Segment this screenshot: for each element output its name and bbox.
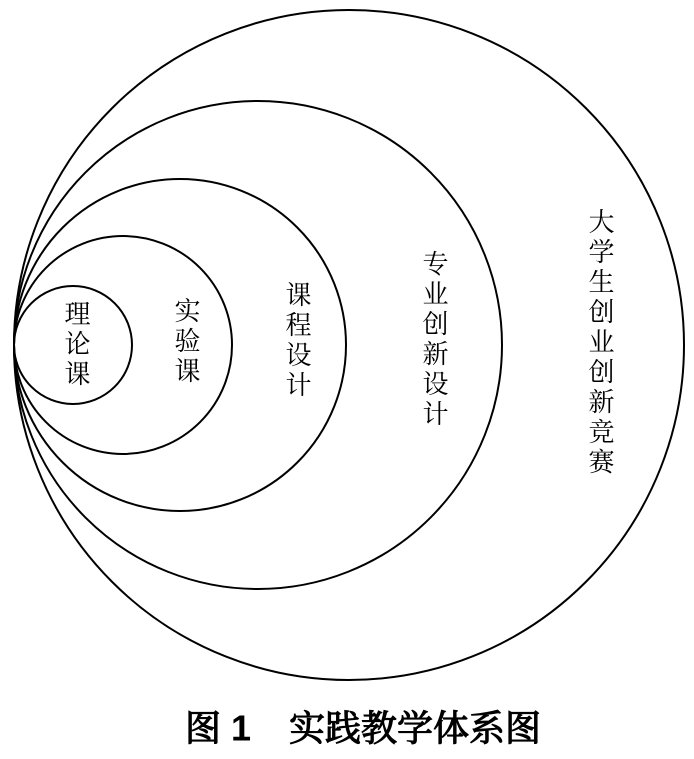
label-theory-course: 理论课 [61,300,90,390]
label-student-entrepreneurship-innovation-competition: 大学生创业创新竞赛 [585,208,614,478]
label-course-design: 课程设计 [282,281,311,401]
label-professional-innovation-design: 专业创新设计 [419,250,448,430]
label-experiment-course: 实验课 [171,297,200,387]
figure-caption-title: 实践教学体系图 [289,707,542,749]
figure-caption-number: 图 1 [184,707,251,749]
figure-caption [185,701,541,752]
